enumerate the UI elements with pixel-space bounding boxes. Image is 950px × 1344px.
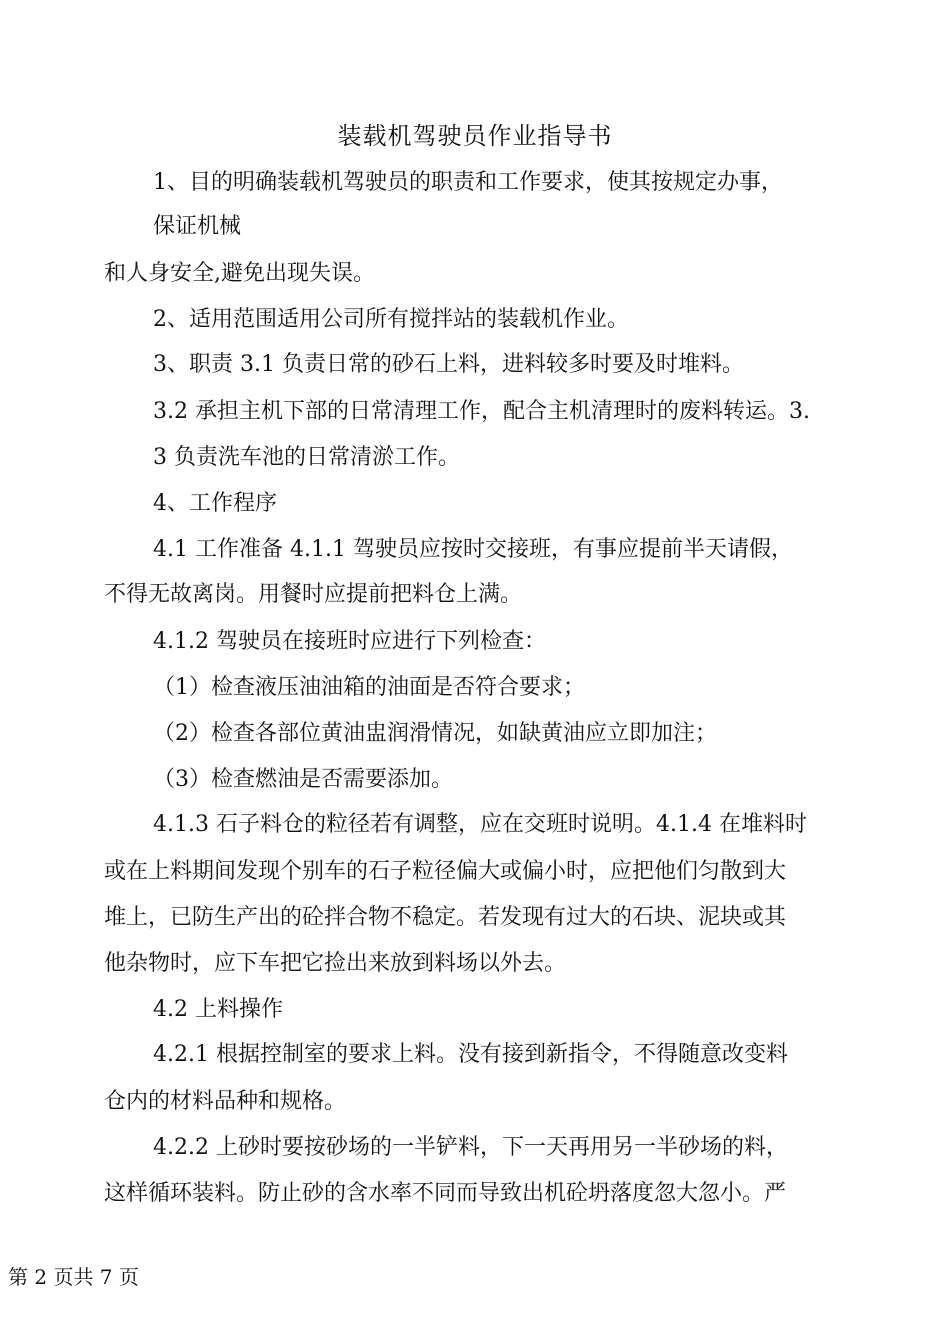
text-line: （2）检查各部位黄油盅润滑情况，如缺黄油应立即加注； <box>153 721 717 746</box>
text-line: 3.2 承担主机下部的日常清理工作，配合主机清理时的废料转运。3. <box>153 399 810 424</box>
text-line: 2、适用范围适用公司所有搅拌站的装载机作业。 <box>153 307 629 332</box>
text-line: 1、目的明确装载机驾驶员的职责和工作要求，使其按规定办事， <box>153 170 783 195</box>
text-line: 和人身安全,避免出现失误。 <box>104 261 375 286</box>
text-line: 4.1.3 石子料仓的粒径若有调整，应在交班时说明。4.1.4 在堆料时 <box>153 812 807 837</box>
text-line: 堆上，已防生产出的砼拌合物不稳定。若发现有过大的石块、泥块或其 <box>104 905 787 930</box>
text-line: 3 负责洗车池的日常清淤工作。 <box>153 445 460 470</box>
text-line: 4.2 上料操作 <box>153 997 283 1022</box>
text-line: 仓内的材料品种和规格。 <box>104 1089 347 1114</box>
page-number: 第 2 页共 7 页 <box>8 1265 139 1289</box>
text-line: 4.2.1 根据控制室的要求上料。没有接到新指令，不得随意改变料 <box>153 1042 788 1067</box>
text-line: 4.2.2 上砂时要按砂场的一半铲料，下一天再用另一半砂场的料， <box>153 1135 788 1160</box>
document-title: 装载机驾驶员作业指导书 <box>337 122 613 150</box>
text-line: （1）检查液压油油箱的油面是否符合要求； <box>153 675 585 700</box>
text-line: 或在上料期间发现个别车的石子粒径偏大或偏小时，应把他们匀散到大 <box>104 859 787 884</box>
text-line: 3、职责 3.1 负责日常的砂石上料，进料较多时要及时堆料。 <box>153 352 744 377</box>
text-line: 不得无故离岗。用餐时应提前把料仓上满。 <box>104 582 523 607</box>
text-line: 保证机械 <box>153 214 242 239</box>
text-line: 4、工作程序 <box>153 491 277 516</box>
text-line: 这样循环装料。防止砂的含水率不同而导致出机砼坍落度忽大忽小。严 <box>104 1181 787 1206</box>
text-line: 他杂物时，应下车把它捡出来放到料场以外去。 <box>104 951 567 976</box>
text-line: 4.1 工作准备 4.1.1 驾驶员应按时交接班，有事应提前半天请假， <box>153 537 793 562</box>
text-line: 4.1.2 驾驶员在接班时应进行下列检查： <box>153 629 546 654</box>
text-line: （3）检查燃油是否需要添加。 <box>153 767 453 792</box>
